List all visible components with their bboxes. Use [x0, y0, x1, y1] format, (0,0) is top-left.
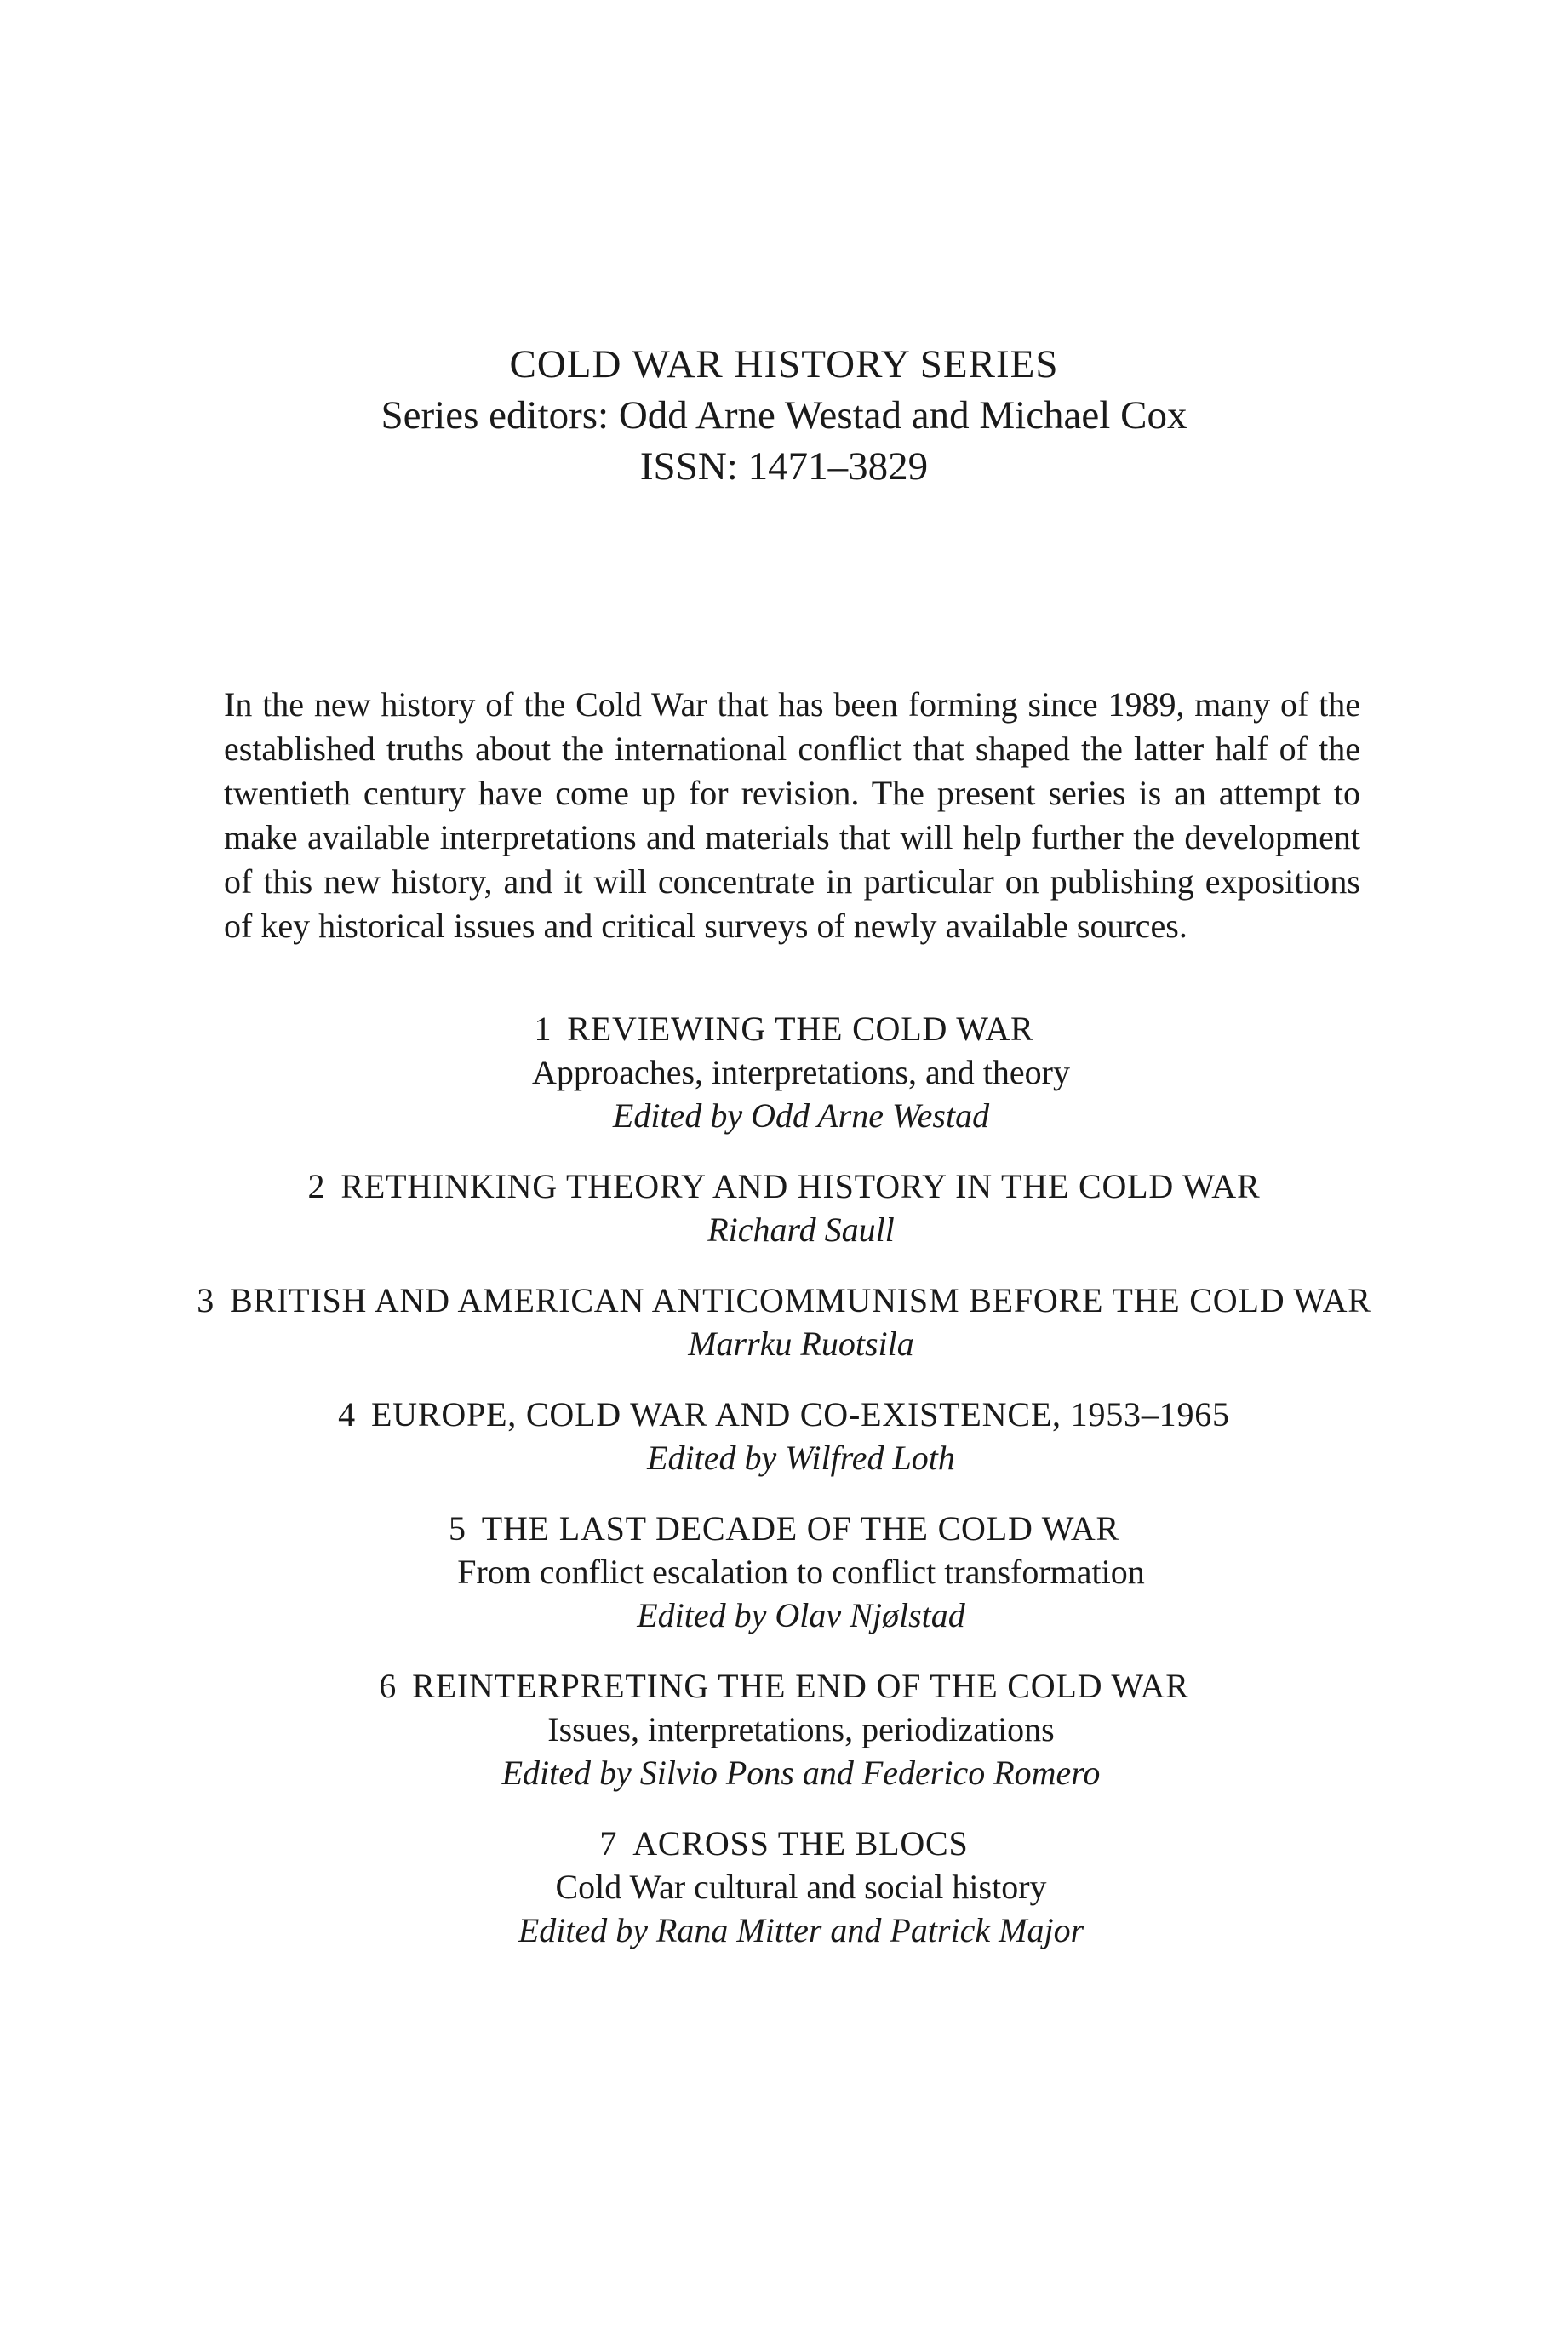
series-issn: ISSN: 1471–3829	[639, 444, 929, 489]
book-subtitle: From conflict escalation to conflict transformation	[457, 1553, 1145, 1591]
book-entry	[0, 1165, 1568, 1251]
book-entry	[0, 1393, 1568, 1479]
series-title: COLD WAR HISTORY SERIES	[509, 342, 1059, 386]
book-author: Marrku Ruotsila	[688, 1325, 914, 1363]
book-title-line	[0, 1007, 1568, 1050]
book-number: 6	[379, 1667, 398, 1705]
book-title-line	[0, 1664, 1568, 1708]
book-entry	[0, 1279, 1568, 1365]
book-entry	[0, 1822, 1568, 1952]
book-title: ACROSS THE BLOCS	[632, 1824, 969, 1863]
book-editor: Edited by Odd Arne Westad	[612, 1096, 990, 1135]
book-number: 1	[534, 1010, 552, 1048]
book-subtitle: Issues, interpretations, periodizations	[547, 1710, 1055, 1748]
book-title-line	[0, 1507, 1568, 1550]
book-title-line	[0, 1822, 1568, 1865]
book-author: Richard Saull	[707, 1210, 895, 1249]
book-number: 7	[599, 1824, 618, 1863]
book-title: RETHINKING THEORY AND HISTORY IN THE COLD WAR	[340, 1167, 1261, 1205]
book-entry	[0, 1007, 1568, 1137]
book-subtitle: Cold War cultural and social history	[555, 1868, 1047, 1906]
book-title-line	[0, 1279, 1568, 1322]
book-editor: Edited by Olav Njølstad	[637, 1596, 965, 1634]
book-number: 4	[338, 1395, 356, 1434]
book-title: THE LAST DECADE OF THE COLD WAR	[481, 1509, 1120, 1548]
book-list	[0, 1007, 1568, 1979]
series-editors: Series editors: Odd Arne Westad and Michael Cox	[381, 393, 1187, 438]
book-title: REVIEWING THE COLD WAR	[567, 1010, 1034, 1048]
book-title: REINTERPRETING THE END OF THE COLD WAR	[412, 1667, 1189, 1705]
book-number: 2	[307, 1167, 326, 1205]
book-entry	[0, 1507, 1568, 1637]
book-title: BRITISH AND AMERICAN ANTICOMMUNISM BEFORE THE COLD WAR	[230, 1281, 1371, 1319]
book-subtitle: Approaches, interpretations, and theory	[531, 1053, 1070, 1091]
series-description: In the new history of the Cold War that has been forming since 1989, many of the established truths about the international conflict that shaped the latter half of the twentieth century have come up for revision. The present series is an attempt to make available interpretations and materials that will help further the development of this new history, and it will concentrate in particular on publishing expositions of key historical issues and critical surveys of newly available sources.	[224, 685, 1360, 945]
book-title-line	[0, 1165, 1568, 1208]
book-editor: Edited by Wilfred Loth	[647, 1439, 955, 1477]
book-title: EUROPE, COLD WAR AND CO-EXISTENCE, 1953–1965	[370, 1395, 1230, 1434]
book-number: 3	[197, 1281, 215, 1319]
book-title-line	[0, 1393, 1568, 1436]
book-number: 5	[448, 1509, 466, 1548]
book-entry	[0, 1664, 1568, 1794]
book-editor: Edited by Rana Mitter and Patrick Major	[518, 1911, 1084, 1949]
series-header	[0, 339, 1568, 492]
book-editor: Edited by Silvio Pons and Federico Romero	[501, 1754, 1101, 1792]
